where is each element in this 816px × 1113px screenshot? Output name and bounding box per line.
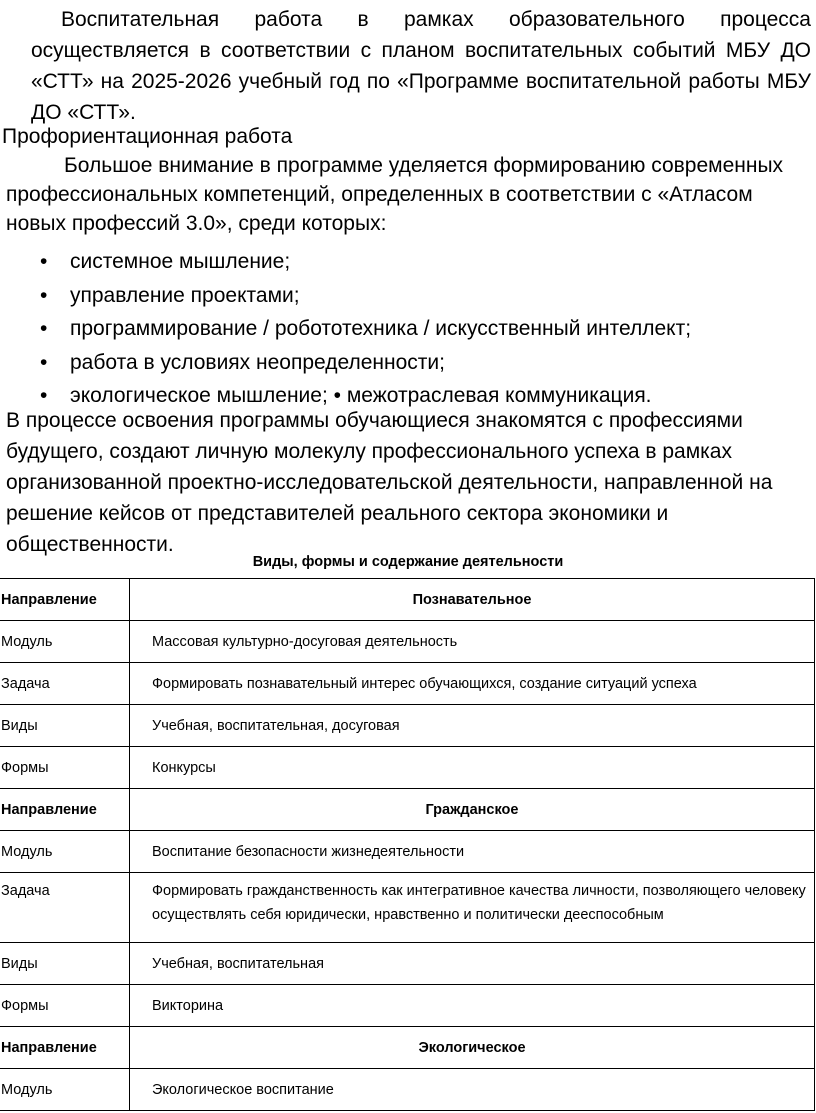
table-row-module xyxy=(0,831,815,873)
table-row-task xyxy=(0,873,815,943)
skills-list xyxy=(40,245,691,413)
bullet-icon: • xyxy=(40,350,48,374)
list-item xyxy=(40,279,691,313)
module-label: Модуль xyxy=(0,831,130,873)
table-row-forms xyxy=(0,985,815,1027)
types-value: Учебная, воспитательная, досуговая xyxy=(130,705,815,747)
direction-value: Экологическое xyxy=(130,1027,815,1069)
table-row-task xyxy=(0,663,815,705)
direction-label: Направление xyxy=(0,1027,130,1069)
table-row-direction xyxy=(0,579,815,621)
forms-label: Формы xyxy=(0,985,130,1027)
list-item-text: программирование / робототехника / искусственный интеллект; xyxy=(70,317,692,340)
competencies-paragraph: Большое внимание в программе уделяется формированию современных профессиональных компетенций, определенных в соответствии с «Атласом новых профессий 3.0», среди которых: xyxy=(6,154,784,235)
list-item xyxy=(40,245,691,279)
types-label: Виды xyxy=(0,943,130,985)
forms-value: Конкурсы xyxy=(130,747,815,789)
direction-value: Познавательное xyxy=(130,579,815,621)
direction-value: Гражданское xyxy=(130,789,815,831)
intro-paragraph: Воспитательная работа в рамках образовательного процесса осуществляется в соответствии с планом воспитательных событий МБУ ДО «СТТ» на 2025-2026 учебный год по «Программе воспитательной работы МБУ ДО «СТТ». xyxy=(31,8,811,124)
module-label: Модуль xyxy=(0,1069,130,1111)
activities-table xyxy=(0,578,815,1111)
direction-label: Направление xyxy=(0,789,130,831)
list-item-text: экологическое мышление; • межотраслевая коммуникация. xyxy=(70,384,652,407)
table-row-module xyxy=(0,621,815,663)
table-row-module xyxy=(0,1069,815,1111)
task-label: Задача xyxy=(0,873,130,943)
module-value: Массовая культурно-досуговая деятельность xyxy=(130,621,815,663)
bullet-icon: • xyxy=(40,384,48,407)
list-item xyxy=(40,312,691,346)
learning-paragraph: В процессе освоения программы обучающиеся знакомятся с профессиями будущего, создают личную молекулу профессионального успеха в рамках организованной проектно-исследовательской деятельности, направленной на решение кейсов от представителей реального сектора экономики и общественности. xyxy=(6,409,773,556)
types-value: Учебная, воспитательная xyxy=(130,943,815,985)
table-row-types xyxy=(0,943,815,985)
task-value: Формировать гражданственность как интегративное качества личности, позволяющего человеку осуществлять себя юридически, нравственно и политически дееспособным xyxy=(130,873,815,943)
direction-label: Направление xyxy=(0,579,130,621)
list-item-text: управление проектами; xyxy=(70,283,300,307)
module-value: Воспитание безопасности жизнедеятельности xyxy=(130,831,815,873)
types-label: Виды xyxy=(0,705,130,747)
module-value: Экологическое воспитание xyxy=(130,1069,815,1111)
module-label: Модуль xyxy=(0,621,130,663)
task-label: Задача xyxy=(0,663,130,705)
section-title: Профориентационная работа xyxy=(2,125,293,148)
table-row-direction xyxy=(0,789,815,831)
table-row-types xyxy=(0,705,815,747)
table-row-forms xyxy=(0,747,815,789)
bullet-icon: • xyxy=(40,250,48,273)
bullet-icon: • xyxy=(40,283,48,307)
forms-value: Викторина xyxy=(130,985,815,1027)
forms-label: Формы xyxy=(0,747,130,789)
bullet-icon: • xyxy=(40,317,48,340)
table-row-direction xyxy=(0,1027,815,1069)
list-item-text: работа в условиях неопределенности; xyxy=(70,350,445,374)
table-caption: Виды, формы и содержание деятельности xyxy=(252,554,564,570)
task-value: Формировать познавательный интерес обучающихся, создание ситуаций успеха xyxy=(130,663,815,705)
list-item xyxy=(40,346,691,380)
list-item-text: системное мышление; xyxy=(70,250,291,273)
